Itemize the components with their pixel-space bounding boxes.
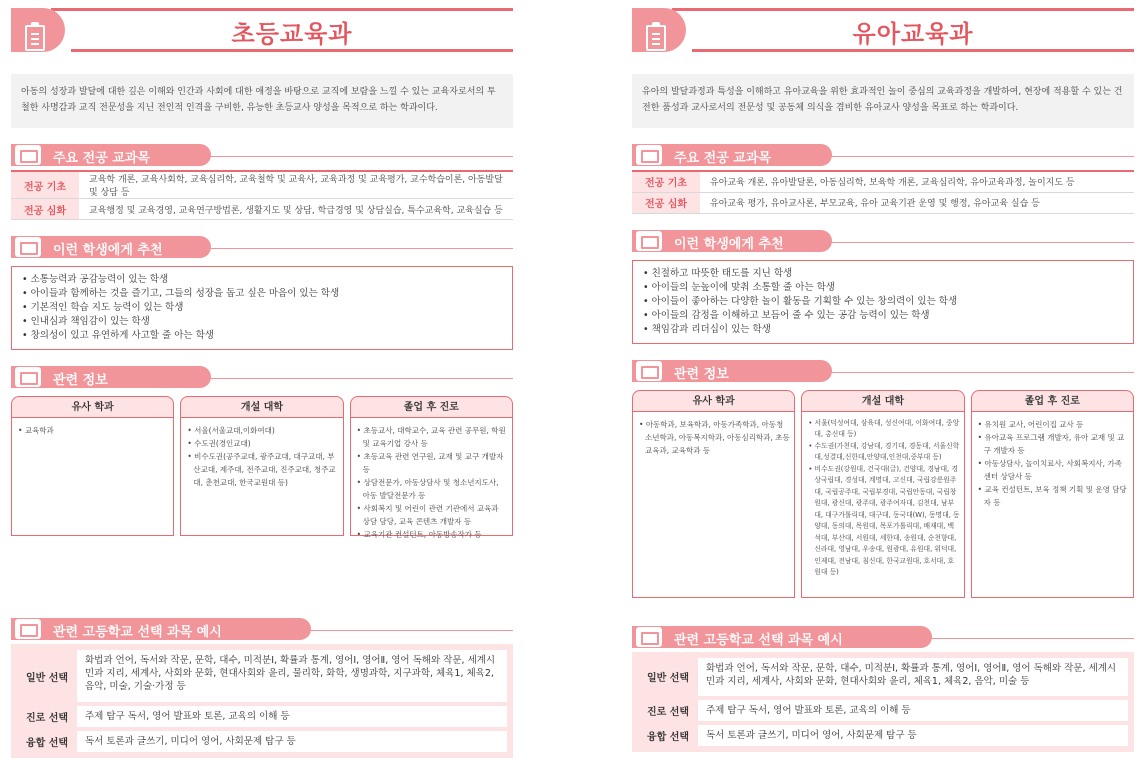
- elective-row: 융합 선택 독서 토론과 글쓰기, 미디어 영어, 사회문제 탐구 등: [17, 731, 507, 752]
- book-icon: [15, 619, 41, 639]
- info-section-header: 관련 정보: [11, 366, 513, 392]
- info-section-header: 관련 정보: [632, 360, 1134, 386]
- elect-section-header: 관련 고등학교 선택 과목 예시: [11, 618, 513, 644]
- department-title: 유아교육과: [852, 20, 974, 48]
- table-row: 전공 기초 교육학 개론, 교육사회학, 교육심리학, 교육철학 및 교육사, 교육과정 및 교육평가, 교수학습이론, 아동발달 및 상담 등: [11, 171, 513, 199]
- list-item: • 친절하고 따뜻한 태도를 지닌 학생: [643, 267, 1123, 281]
- info-grid: [632, 390, 1134, 598]
- document-icon: [636, 361, 662, 381]
- list-item: • 창의성이 있고 유연하게 사고할 줄 아는 학생: [22, 329, 502, 343]
- similar-majors-box: 유사 학과 • 교육학과: [11, 396, 174, 536]
- elective-row: 일반 선택 화법과 언어, 독서와 작문, 문학, 대수, 미적분Ⅰ, 확률과 통계, 영어Ⅰ, 영어Ⅱ, 영어 독해와 작문, 세계시민과 지리, 세계사, 사회와 문화, 현대사회와 윤리, 물리학, 화학, 생명과학, 지구과학, 체육1, 체육2, 음악, 미술, 기술·가정 등: [17, 650, 507, 702]
- right-department-page: [632, 0, 1134, 752]
- list-item: • 소통능력과 공감능력이 있는 학생: [22, 273, 502, 287]
- info-grid: [11, 396, 513, 539]
- department-title-bar: [11, 0, 513, 52]
- department-title: 초등교육과: [231, 20, 353, 48]
- major-table: [11, 170, 513, 220]
- recommend-section-header: 이런 학생에게 추천: [11, 236, 513, 262]
- major-section-header: 주요 전공 교과목: [632, 144, 1134, 170]
- elective-row: 융합 선택 독서 토론과 글쓰기, 미디어 영어, 사회문제 탐구 등: [638, 725, 1128, 746]
- list-item: • 아이들의 감정을 이해하고 보듬어 줄 수 있는 공감 능력이 있는 학생: [643, 309, 1123, 323]
- folder-icon: [636, 231, 662, 251]
- elective-subjects: [632, 652, 1134, 752]
- folder-icon: [15, 237, 41, 257]
- similar-majors-box: 유사 학과 • 아동학과, 보육학과, 아동가족학과, 아동청소년학과, 아동복지학과, 아동심리학과, 초등교육과, 교육학과 등: [632, 390, 795, 598]
- table-row: 전공 기초 유아교육 개론, 유아발달론, 아동심리학, 보육학 개론, 교육심리학, 유아교육과정, 놀이지도 등: [632, 171, 1134, 192]
- elect-section-header: 관련 고등학교 선택 과목 예시: [632, 626, 1134, 652]
- career-box: 졸업 후 진로 • 초등교사, 대학교수, 교육 관련 공무원, 학원 및 교육기업 강사 등 • 초등교육 관련 연구원, 교재 및 교구 개발자 등 • 상담전문가, 아동상담사 및 청소년지도사, 아동 발달전문가 등 • 사회복지 및 어린이 관련 기관에서 교육과 상담 담당, 교육 콘텐츠 개발자 등 • 교육기관 컨설턴트, 아동방송작가 등: [350, 396, 513, 536]
- universities-box: 개설 대학 • 서울(덕성여대, 삼육대, 성신여대, 이화여대, 중앙대, 총신대 등) • 수도권(가천대, 강남대, 경기대, 경동대, 서울신학대,성결대,신한대,안양대,인천대,중부대 등) • 비수도권(강원대, 건국대(글), 건양대, 경남대, 경상국립대, 경성대, 계명대, 고신대, 국립강릉원주대, 국립공주대, 국립부경대, 국립안동대, 국립창원대, 광신대, 광주대, 광주여자대, 김천대, 남부대, 대구가톨릭대, 대구대, 동국대(W), 동명대, 동양대, 동의대, 목원대, 목포가톨릭대, 배재대, 백석대, 부산대, 서원대, 세한대, 송원대, 순천향대, 신라대, 영남대, 우송대, 원광대, 유원대, 위덕대, 인제대, 전남대, 침신대, 한국교원대, 호서대, 호원대 등): [801, 390, 964, 598]
- elective-row: 진로 선택 주제 탐구 독서, 영어 발표와 토론, 교육의 이해 등: [17, 706, 507, 727]
- elective-row: 일반 선택 화법과 언어, 독서와 작문, 문학, 대수, 미적분Ⅰ, 확률과 통계, 영어Ⅰ, 영어Ⅱ, 영어 독해와 작문, 세계시민과 지리, 세계사, 사회와 문화, 현대사회와 윤리, 체육1, 체육2, 음악, 미술 등: [638, 658, 1128, 696]
- left-department-page: [11, 0, 513, 758]
- list-item: • 아이들의 눈높이에 맞춰 소통할 줄 아는 학생: [643, 281, 1123, 295]
- list-item: • 아이들이 좋아하는 다양한 놀이 활동을 기획할 수 있는 창의력이 있는 학생: [643, 295, 1123, 309]
- elective-subjects: [11, 644, 513, 758]
- clipboard-icon: [646, 25, 666, 51]
- major-section-header: 주요 전공 교과목: [11, 144, 513, 170]
- recommend-section-header: 이런 학생에게 추천: [632, 230, 1134, 256]
- department-intro: 유아의 발달과정과 특성을 이해하고 유아교육을 위한 효과적인 놀이 중심의 교육과정을 개발하여, 현장에 적용할 수 있는 건전한 품성과 교사로서의 전문성 및 공동체 의식을 겸비한 유아교사 양성을 목표로 하는 학과이다.: [632, 74, 1134, 128]
- document-icon: [15, 367, 41, 387]
- book-icon: [636, 627, 662, 647]
- universities-box: 개설 대학 • 서울(서울교대,이화여대) • 수도권(경인교대) • 비수도권(공주교대, 광주교대, 대구교대, 부산교대, 제주대, 전주교대, 진주교대, 청주교대, 춘천교대, 한국교원대 등): [180, 396, 343, 536]
- recommend-list: [11, 266, 513, 350]
- table-row: 전공 심화 유아교육 평가, 유아교사론, 부모교육, 유아 교육기관 운영 및 행정, 유아교육 실습 등: [632, 192, 1134, 213]
- major-table: [632, 170, 1134, 214]
- department-title-bar: [632, 0, 1134, 52]
- clipboard-icon: [25, 25, 45, 51]
- list-item: • 아이들과 함께하는 것을 즐기고, 그들의 성장을 돕고 싶은 마음이 있는 학생: [22, 287, 502, 301]
- department-intro: 아동의 성장과 발달에 대한 깊은 이해와 인간과 사회에 대한 애정을 바탕으로 교직에 보람을 느낄 수 있는 교육자로서의 투철한 사명감과 교직 전문성을 지닌 전인적 인격을 구비한, 유능한 초등교사 양성을 목적으로 하는 학과이다.: [11, 74, 513, 128]
- elective-row: 진로 선택 주제 탐구 독서, 영어 발표와 토론, 교육의 이해 등: [638, 700, 1128, 721]
- table-row: 전공 심화 교육행정 및 교육경영, 교육연구방법론, 생활지도 및 상담, 학급경영 및 상담실습, 특수교육학, 교육실습 등: [11, 199, 513, 220]
- notebook-icon: [636, 145, 662, 165]
- notebook-icon: [15, 145, 41, 165]
- recommend-list: [632, 260, 1134, 344]
- career-box: 졸업 후 진로 • 유치원 교사, 어린이집 교사 등 • 유아교육 프로그램 개발자, 유아 교재 및 교구 개발자 등 • 아동상담사, 놀이치료사, 사회복지사, 가족센터 상담사 등 • 교육 컨설턴트, 보육 정책 기획 및 운영 담당자 등: [971, 390, 1134, 598]
- list-item: • 인내심과 책임감이 있는 학생: [22, 315, 502, 329]
- list-item: • 기본적인 학습 지도 능력이 있는 학생: [22, 301, 502, 315]
- list-item: • 책임감과 리더십이 있는 학생: [643, 323, 1123, 337]
